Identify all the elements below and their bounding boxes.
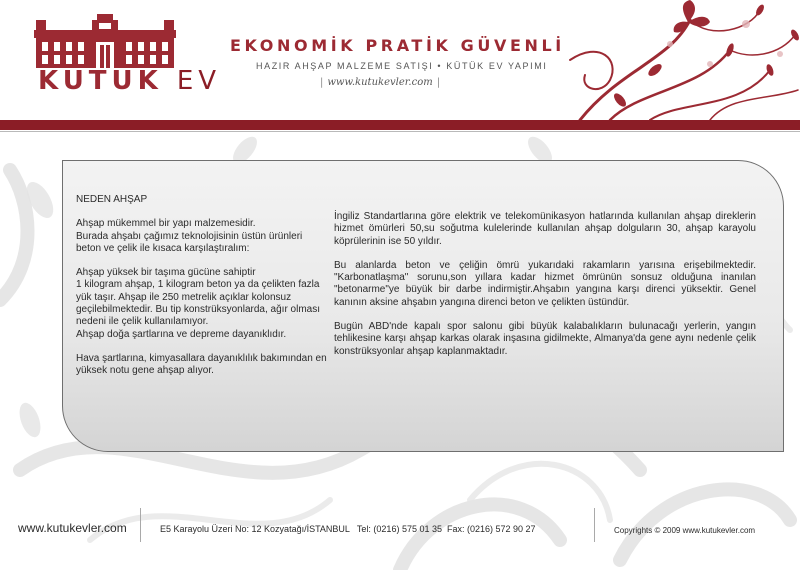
header-website-link[interactable]: | www.kutukevler.com | [316,77,444,88]
logo-text-ev: EV [176,66,222,96]
footer-address: E5 Karayolu Üzeri No: 12 Kozyatağı/İSTANBUL Tel: (0216) 575 01 35 Fax: (0216) 572 90 27 [160,524,536,534]
header-divider [0,131,800,132]
paragraph: İngiliz Standartlarına göre elektrik ve telekomünikasyon hatlarında kullanılan ahşap direklerin hizmet ömürleri 50,su soğutma kulelerinde kullanılan ahşap dolguların 30, ahşap karayolu köprülerinin ise 50 yıldır. [334,211,756,247]
paragraph: Bu alanlarda beton ve çeliğin ömrü yukarıdaki rakamların yarısına erişebilmektedir. "Karbonatlaşma" sorunu,son yıllara kadar hizmet ömrünün sonsuz olduğuna inanılan "betonarme"ye büyük bir darbe indirmiştir.Ahşabın yangına karşı direnci yüksektir. Genel kanının aksine ahşabın yangına direnci beton ve çelikten üstündür. [334,259,756,308]
footer-divider [140,508,141,542]
floral-ornament [560,0,800,122]
section-heading: NEDEN AHŞAP [76,194,148,205]
right-column [334,211,756,370]
paragraph: Hava şartlarına, kimyasallara dayanıklılık bakımından en yüksek notu gene ahşap alıyor. [76,352,327,377]
footer-divider [594,508,595,542]
paragraph: Bugün ABD'nde kapalı spor salonu gibi büyük kalabalıkların bulunacağı yerlerin, yangın tehlikesine karşı ahşap karkas olarak inşasına gidilmekte, Almanya'da gene aynı nedenle çelik konstrüksyonlar ahşap kaplanmaktadır. [334,321,756,357]
slogan: EKONOMİK PRATİK GÜVENLİ [230,36,565,55]
logo-text-main: KÜTÜK [38,66,163,96]
paragraph: Ahşap yüksek bir taşıma gücüne sahiptir 1 kilogram ahşap, 1 kilogram beton ya da çelikten fazla yük taşır. Ahşap ile 250 metrelik açıklar kolonsuz geçilebilmektedir. Bu tip konstrüksyonlarda, ağır olması nedeni ile çelik kullanılamıyor. Ahşap doğa şartlarına ve depreme dayanıklıdır. [76,267,321,340]
header-red-bar [0,120,800,130]
footer-copyright: Copyrights © 2009 www.kutukevler.com [614,526,756,535]
logo-text [38,66,221,96]
paragraph: Ahşap mükemmel bir yapı malzemesidir. Burada ahşabı çağımız teknolojisinin üstün ürünleri beton ve çelik ile kısaca karşılaştıralım: [76,218,303,254]
subtitle: HAZIR AHŞAP MALZEME SATIŞI • KÜTÜK EV YAPIMI [256,61,548,71]
footer-website-link[interactable]: www.kutukevler.com [18,521,127,535]
left-column [76,194,328,390]
